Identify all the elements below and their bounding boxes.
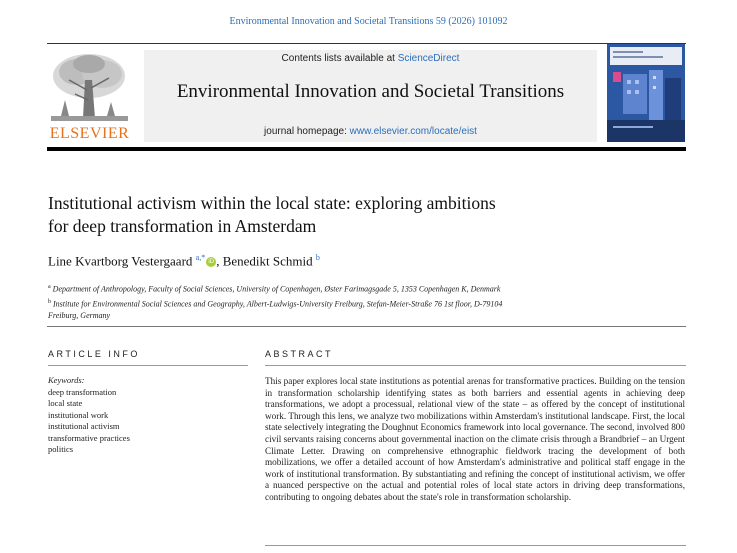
affiliation-b xyxy=(48,296,568,323)
affiliations xyxy=(48,281,568,322)
keyword-item: local state xyxy=(48,398,83,408)
keyword-item: institutional activism xyxy=(48,421,120,431)
journal-cover-image[interactable] xyxy=(607,44,685,142)
keywords-block xyxy=(48,375,248,456)
journal-header-box xyxy=(144,50,597,142)
affil-marker: b xyxy=(48,298,51,305)
homepage-line xyxy=(144,126,597,137)
author-list xyxy=(48,253,320,269)
publisher-wordmark: ELSEVIER xyxy=(49,125,130,142)
author-name[interactable]: Benedikt Schmid xyxy=(222,253,313,269)
article-title xyxy=(48,192,608,238)
journal-citation[interactable]: Environmental Innovation and Societal Transitions 59 (2026) 101092 xyxy=(229,16,508,27)
abstract-text: This paper explores local state institutions as potential arenas for transformative practices. Building on the tension in transformation scholarship identifying states as both barriers and essential agents in achieving deep transformations, we adopt a processual, relational view of the state – as offered by the concept of institutional work. Through this lens, we analyze two mobilizations within Amsterdam's institutional landscape. First, the local state selectively integrating the Doughnut Economics framework into local governance. The second, involved 800 civil servants raising concerns about governmental inaction on the climate crisis through a Brandbrief – an Urgent Climate Letter. Drawing on comprehensive ethnographic fieldwork tracing the development of both mobilizations, we offer a detailed account of how Amsterdam's administrative and political staff engage in the work of institutional transformation. By substantiating and refining the concept of institutional activism, we offer a nuanced perspective on the actual and potential roles of local state actors in driving deep transformations, contributing to ongoing debates about the state's role in transformation scholarship. xyxy=(265,376,685,502)
header-top-rule xyxy=(47,43,686,44)
keyword-item: transformative practices xyxy=(48,432,130,443)
author-affil-marker[interactable]: b xyxy=(315,253,320,262)
keyword-item: deep transformation xyxy=(48,386,117,397)
contents-prefix: Contents lists available at xyxy=(281,53,395,64)
contents-line xyxy=(144,53,597,64)
keyword-item: politics xyxy=(48,444,74,454)
homepage-link[interactable]: www.elsevier.com/locate/eist xyxy=(349,126,477,137)
affil-marker: a xyxy=(48,284,51,290)
article-info-heading: ARTICLE INFO xyxy=(48,349,140,359)
abstract-rule xyxy=(265,365,686,366)
affil-text: Institute for Environmental Social Sciences and Geography, Albert-Ludwigs-University Freiburg, Stefan-Meier-Straße 76 1st floor, D-79104 xyxy=(53,299,503,309)
keyword-item: institutional work xyxy=(48,409,109,420)
section-divider xyxy=(47,326,686,327)
author-affil-marker[interactable]: a,* xyxy=(195,253,206,262)
abstract-bottom-rule xyxy=(265,545,686,546)
homepage-prefix: journal homepage: xyxy=(264,126,347,137)
sciencedirect-link[interactable]: ScienceDirect xyxy=(397,53,460,64)
affiliation-a xyxy=(48,281,568,296)
header-bottom-rule xyxy=(47,147,686,151)
author-name[interactable]: Line Kvartborg Vestergaard xyxy=(48,253,193,269)
article-info-rule xyxy=(48,365,248,366)
title-line-2: for deep transformation in Amsterdam xyxy=(48,216,317,236)
affil-text: Department of Anthropology, Faculty of Social Sciences, University of Copenhagen, Øster Farimagsgade 5, 1353 Copenhagen K, Denmark xyxy=(52,284,501,294)
author-separator: , xyxy=(216,253,220,269)
abstract-heading: ABSTRACT xyxy=(265,349,334,359)
title-line-1: Institutional activism within the local state: exploring ambitions xyxy=(48,193,496,213)
keywords-label: Keywords: xyxy=(48,375,85,385)
orcid-icon[interactable]: iD xyxy=(206,257,216,267)
journal-title: Environmental Innovation and Societal Transitions xyxy=(176,81,565,102)
affil-text-cont: Freiburg, Germany xyxy=(48,311,111,321)
